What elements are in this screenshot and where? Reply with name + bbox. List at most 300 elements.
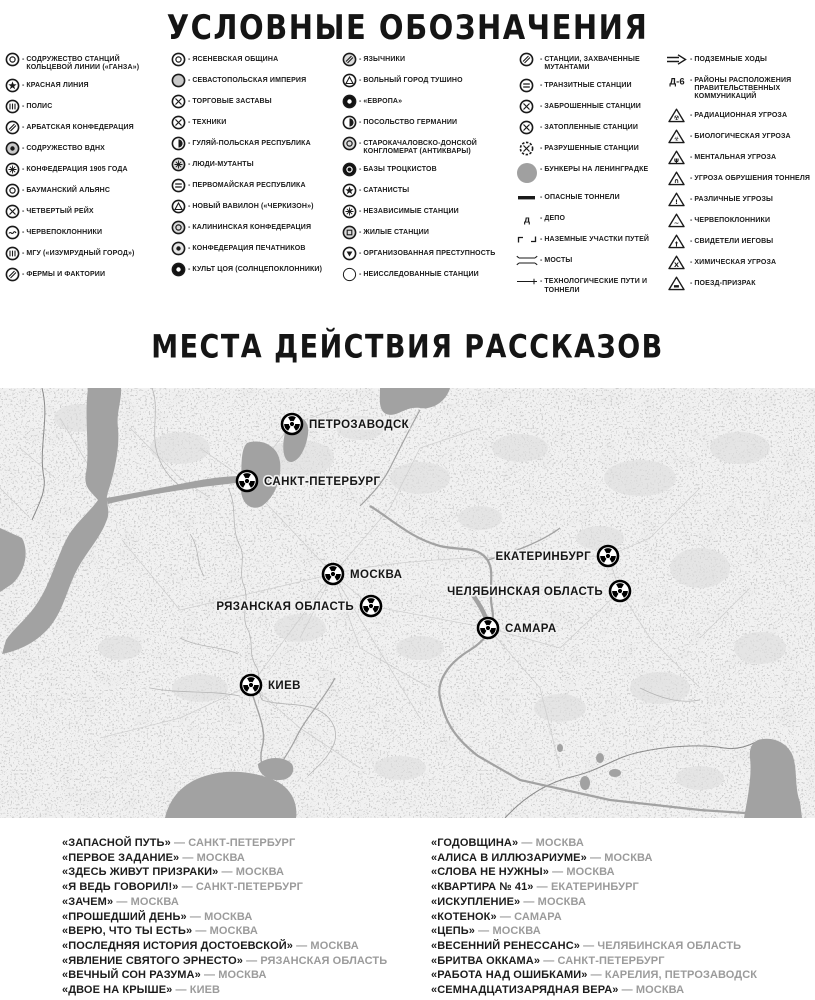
legend-dash: -: [188, 266, 191, 273]
legend-dash: -: [690, 195, 693, 203]
radiation-icon: [598, 546, 618, 566]
legend-dash: -: [359, 56, 362, 63]
kalininskaya-confederation-icon: [170, 220, 186, 235]
legend-dash: -: [359, 229, 362, 237]
story-location: — МОСКВА: [200, 969, 267, 982]
legend-item-label: МОСТЫ: [544, 257, 573, 265]
organized-crime-icon: [341, 246, 357, 261]
legend-dash: -: [690, 279, 693, 287]
story-title: «ГОДОВЩИНА»: [431, 837, 519, 849]
legend-dash: -: [359, 250, 362, 258]
legend-item-independent-stations: [341, 204, 511, 219]
svg-text:∩: ∩: [673, 176, 680, 185]
story-item: [431, 851, 757, 866]
svg-text:▬: ▬: [673, 281, 680, 290]
legend-item-transit-stations: [515, 78, 661, 93]
legend-item-starokachalovsko-donskoy-conglomerate: [341, 136, 511, 156]
city-label-petrozavodsk: ПЕТРОЗАВОДСК: [309, 419, 410, 432]
legend-item-leningradka-bunkers: [515, 162, 661, 184]
starokachalovsko-donskoy-conglomerate-icon: [341, 136, 357, 151]
map: [0, 388, 815, 818]
radiation-icon: [241, 675, 261, 695]
trade-outposts-icon: [170, 94, 186, 109]
legend-item-label: ЧЕРВЕПОКЛОННИКИ: [26, 229, 103, 237]
vdnh-commonwealth-icon: [4, 141, 20, 156]
city-label-samara: САМАРА: [505, 623, 557, 636]
story-location: — МОСКВА: [520, 895, 586, 908]
satanists-icon: [341, 183, 357, 198]
story-title: «ЗДЕСЬ ЖИВУТ ПРИЗРАКИ»: [62, 866, 219, 879]
legend-column-5: [661, 52, 811, 301]
story-location: — МОСКВА: [293, 939, 359, 952]
legend-item-mutant-people: [170, 157, 335, 172]
city-label-moscow: МОСКВА: [350, 569, 403, 582]
story-location: — МОСКВА: [186, 910, 253, 923]
legend-item-fourth-reich: [4, 204, 163, 219]
legend-dash: -: [22, 124, 25, 132]
destroyed-stations-icon: [515, 141, 538, 156]
stories-column-right: [431, 836, 757, 998]
legend-item-label: РАЗРУШЕННЫЕ СТАНЦИИ: [544, 145, 639, 153]
various-hazards-icon: [665, 192, 688, 207]
story-location: — МОСКВА: [179, 851, 245, 864]
legend-item-label: ФЕРМЫ И ФАКТОРИИ: [26, 271, 106, 279]
story-item: [431, 836, 757, 851]
story-location: — САНКТ-ПЕТЕРБУРГ: [170, 837, 296, 849]
legend-dash: -: [540, 124, 543, 132]
legend-item-label: СЕВАСТОПОЛЬСКАЯ ИМПЕРИЯ: [192, 77, 307, 84]
story-location: — МОСКВА: [475, 925, 541, 938]
legend-item-label: БИОЛОГИЧЕСКАЯ УГРОЗА: [694, 132, 791, 140]
legend-item-kalininskaya-confederation: [170, 220, 335, 235]
legend-item-tunnel-collapse-hazard: [665, 171, 811, 186]
story-title: «ПРОШЕДШИЙ ДЕНЬ»: [62, 910, 187, 923]
surface-track-sections-icon: [515, 232, 538, 247]
story-title: «БРИТВА ОККАМА»: [431, 954, 541, 967]
legend-dash: -: [188, 56, 191, 63]
unexplored-stations-icon: [341, 267, 357, 282]
story-item: [62, 924, 387, 939]
story-item: [62, 910, 387, 925]
legend-dash: -: [540, 194, 543, 202]
legend-column-1: [0, 52, 163, 301]
legend-item-tsoi-cult: [170, 262, 335, 277]
story-title: «КВАРТИРА № 41»: [431, 881, 534, 894]
bridges-icon: [515, 253, 538, 268]
story-title: «СЛОВА НЕ НУЖНЫ»: [431, 866, 549, 879]
legend-item-abandoned-stations: [515, 99, 661, 114]
pechatniki-confederation-icon: [170, 241, 186, 256]
legend-item-pagans: [341, 52, 511, 67]
legend-item-label: НЕЗАВИСИМЫЕ СТАНЦИИ: [363, 208, 459, 216]
legend-item-new-babylon-cherkizon: [170, 199, 335, 214]
legend-item-label: КОНФЕДЕРАЦИЯ 1905 ГОДА: [26, 166, 128, 174]
svg-text:Д-6: Д-6: [668, 76, 685, 88]
map-texture-speckles: [0, 388, 815, 818]
radiation-icon: [237, 471, 257, 491]
legend-item-mental-hazard: [665, 150, 811, 165]
legend-item-destroyed-stations: [515, 141, 661, 156]
legend-item-vdnh-commonwealth: [4, 141, 163, 156]
svg-text:ψ: ψ: [673, 155, 680, 164]
legend-item-radiation-hazard: [665, 108, 811, 123]
legend-dash: -: [359, 166, 362, 174]
story-title: «КОТЕНОК»: [431, 910, 497, 923]
legend-dash: -: [22, 82, 25, 90]
legend-item-label: РАЗЛИЧНЫЕ УГРОЗЫ: [694, 195, 774, 203]
story-title: «ЗАПАСНОЙ ПУТЬ»: [62, 837, 171, 849]
jehovahs-witnesses-icon: [665, 234, 688, 249]
legend-dash: -: [188, 182, 191, 189]
legend-dash: -: [690, 174, 693, 182]
legend-item-label: ГУЛЯЙ-ПОЛЬСКАЯ РЕСПУБЛИКА: [192, 140, 311, 147]
legend-dash: -: [690, 77, 693, 84]
legend-item-red-line: [4, 78, 163, 93]
legend-item-label: РАДИАЦИОННАЯ УГРОЗА: [694, 111, 788, 119]
legend-item-free-city-tushino: [341, 73, 511, 88]
legend-item-trade-outposts: [170, 94, 335, 109]
legend-item-various-hazards: [665, 192, 811, 207]
hansa-icon: [4, 52, 20, 67]
flooded-stations-icon: [515, 120, 538, 135]
legend-item-label: ЗАТОПЛЕННЫЕ СТАНЦИИ: [544, 124, 639, 132]
red-line-icon: [4, 78, 20, 93]
legend-dash: -: [188, 161, 191, 168]
government-communications-areas-icon: [665, 73, 688, 88]
legend-item-worm-worshippers-hazard: [665, 213, 811, 228]
legend-item-trotskyist-bases: [341, 162, 511, 177]
legend-item-jehovahs-witnesses: [665, 234, 811, 249]
story-title: «ДВОЕ НА КРЫШЕ»: [62, 984, 173, 997]
legend-item-organized-crime: [341, 246, 511, 261]
legend-dash: -: [690, 237, 693, 245]
legend-item-label: ДЕПО: [544, 215, 566, 223]
story-title: «ЦЕПЬ»: [431, 925, 476, 938]
story-location: — МОСКВА: [586, 851, 653, 864]
legend-item-label: ЧЕРВЕПОКЛОННИКИ: [694, 216, 771, 224]
legend-dash: -: [690, 258, 693, 266]
legend-item-label: ЗАБРОШЕННЫЕ СТАНЦИИ: [544, 103, 641, 111]
story-location: — РЯЗАНСКАЯ ОБЛАСТЬ: [242, 954, 388, 967]
story-title: «ПЕРВОЕ ЗАДАНИЕ»: [62, 851, 180, 864]
independent-stations-icon: [341, 204, 357, 219]
legend-item-label: УГРОЗА ОБРУШЕНИЯ ТОННЕЛЯ: [694, 174, 811, 182]
story-item: [431, 924, 757, 939]
legend-dash: -: [22, 229, 25, 237]
legend-item-hansa: [4, 52, 163, 72]
free-city-tushino-icon: [341, 73, 357, 88]
polis-icon: [4, 99, 20, 114]
legend-dash: -: [22, 166, 25, 174]
legend-item-gulyai-polye-republic: [170, 136, 335, 151]
legend-item-residential-stations: [341, 225, 511, 240]
legend-dash: -: [188, 140, 191, 147]
legend-item-label: ТЕХНОЛОГИЧЕСКИЕ ПУТИ И ТОННЕЛИ: [544, 278, 648, 294]
legend-item-underground-passages: [665, 52, 811, 67]
legend-dash: -: [540, 103, 543, 111]
legend-dash: -: [359, 271, 362, 279]
legend-item-label: ХИМИЧЕСКАЯ УГРОЗА: [694, 258, 777, 266]
legend-item-flooded-stations: [515, 120, 661, 135]
legend-item-label: БАЗЫ ТРОЦКИСТОВ: [363, 166, 437, 174]
confederation-1905-icon: [4, 162, 20, 177]
legend-dash: -: [22, 145, 25, 153]
worm-worshippers-hazard-icon: [665, 213, 688, 228]
farms-and-factories-icon: [4, 267, 20, 282]
legend-dash: -: [22, 250, 25, 258]
legend-item-chemical-hazard: [665, 255, 811, 270]
legend-item-unexplored-stations: [341, 267, 511, 282]
legend-item-yasenevo-community: [170, 52, 335, 67]
mental-hazard-icon: [665, 150, 688, 165]
tunnel-collapse-hazard-icon: [665, 171, 688, 186]
legend-item-label: ЖИЛЫЕ СТАНЦИИ: [363, 229, 430, 237]
legend-item-pechatniki-confederation: [170, 241, 335, 256]
story-item: [431, 954, 757, 969]
story-title: «СЕМНАДЦАТИЗАРЯДНАЯ ВЕРА»: [431, 984, 619, 997]
legend-dash: -: [359, 119, 362, 126]
mutant-people-icon: [170, 157, 186, 172]
legend-dash: -: [188, 224, 191, 231]
legend-dash: -: [690, 153, 693, 161]
legend-dash: -: [188, 245, 191, 252]
story-item: [431, 968, 757, 983]
story-location: — МОСКВА: [548, 866, 615, 879]
legend-dash: -: [540, 215, 543, 223]
technicians-icon: [170, 115, 186, 130]
story-title: «АЛИСА В ИЛЛЮЗАРИУМЕ»: [431, 851, 587, 864]
mutant-captured-stations-icon: [515, 52, 538, 67]
legend-item-surface-track-sections: [515, 232, 661, 247]
legend-dash: -: [188, 77, 191, 84]
legend-item-bridges: [515, 253, 661, 268]
story-item: [62, 983, 387, 998]
city-label-saint-petersburg: САНКТ-ПЕТЕРБУРГ: [264, 476, 381, 489]
abandoned-stations-icon: [515, 99, 538, 114]
story-location: — КАРЕЛИЯ, ПЕТРОЗАВОДСК: [587, 969, 758, 982]
legend-item-label: ЯЗЫЧНИКИ: [363, 56, 406, 63]
legend-item-label: ПЕРВОМАЙСКАЯ РЕСПУБЛИКА: [192, 182, 306, 189]
story-title: «ЯВЛЕНИЕ СВЯТОГО ЭРНЕСТО»: [62, 954, 243, 967]
legend-dash: -: [22, 208, 25, 216]
europe-icon: [341, 94, 357, 109]
legend-dash: -: [359, 187, 362, 195]
legend-item-label: РАЙОНЫ РАСПОЛОЖЕНИЯ ПРАВИТЕЛЬСТВЕННЫХ КОММУНИКАЦИЙ: [694, 77, 792, 101]
worm-worshippers-icon: [4, 225, 20, 240]
legend-item-mutant-captured-stations: [515, 52, 661, 72]
story-item: [62, 895, 387, 910]
story-location: — МОСКВА: [618, 984, 685, 997]
legend-item-label: НАЗЕМНЫЕ УЧАСТКИ ПУТЕЙ: [544, 236, 650, 244]
legend-item-bauman-alliance: [4, 183, 163, 198]
legend-dash: -: [359, 98, 362, 105]
ghost-train-icon: [665, 276, 688, 291]
legend-dash: -: [188, 119, 191, 126]
radiation-icon: [361, 596, 381, 616]
legend-item-label: ВОЛЬНЫЙ ГОРОД ТУШИНО: [363, 77, 463, 84]
story-item: [62, 954, 387, 969]
bauman-alliance-icon: [4, 183, 20, 198]
dangerous-tunnels-icon: [515, 190, 538, 205]
legend-item-label: БАУМАНСКИЙ АЛЬЯНС: [26, 187, 111, 195]
story-title: «Я ВЕДЬ ГОВОРИЛ!»: [62, 881, 179, 894]
story-item: [431, 910, 757, 925]
svg-text:☢: ☢: [673, 113, 680, 122]
legend-dash: -: [22, 56, 25, 63]
story-title: «ВЕРЮ, ЧТО ТЫ ЕСТЬ»: [62, 925, 193, 938]
legend-column-2: [163, 52, 335, 301]
legend-item-label: САТАНИСТЫ: [363, 187, 410, 195]
legend-item-technicians: [170, 115, 335, 130]
legend-item-label: ПОСОЛЬСТВО ГЕРМАНИИ: [363, 119, 458, 126]
legend-dash: -: [540, 82, 543, 90]
story-location: — МОСКВА: [518, 837, 584, 849]
underground-passages-icon: [665, 52, 688, 67]
story-item: [62, 939, 387, 954]
trotskyist-bases-icon: [341, 162, 357, 177]
radiation-icon: [478, 618, 498, 638]
legend-item-label: НОВЫЙ ВАВИЛОН («ЧЕРКИЗОН»): [192, 203, 314, 210]
legend-dash: -: [540, 166, 543, 174]
depot-icon: [515, 211, 538, 226]
legend-item-label: КОНФЕДЕРАЦИЯ ПЕЧАТНИКОВ: [192, 245, 306, 252]
legend-item-label: ПОЛИС: [26, 103, 53, 111]
legend-item-label: БУНКЕРЫ НА ЛЕНИНГРАДКЕ: [544, 166, 649, 174]
legend-dash: -: [540, 56, 543, 63]
legend-item-label: ЛЮДИ-МУТАНТЫ: [192, 161, 254, 168]
story-title: «РАБОТА НАД ОШИБКАМИ»: [431, 969, 588, 982]
tsoi-cult-icon: [170, 262, 186, 277]
svg-text:~: ~: [673, 218, 680, 227]
story-item: [62, 851, 387, 866]
story-title: «ВЕСЕННИЙ РЕНЕССАНС»: [431, 939, 580, 952]
legend-item-label: ТРАНЗИТНЫЕ СТАНЦИИ: [544, 82, 632, 90]
legend-dash: -: [188, 203, 191, 210]
legend-dash: -: [188, 98, 191, 105]
stories-column-left: [62, 836, 387, 998]
legend-item-label: КУЛЬТ ЦОЯ (СОЛНЦЕПОКЛОННИКИ): [192, 266, 323, 273]
legend-dash: -: [690, 132, 693, 140]
radiation-hazard-icon: [665, 108, 688, 123]
story-item: [62, 880, 387, 895]
legend-item-label: ОРГАНИЗОВАННАЯ ПРЕСТУПНОСТЬ: [363, 250, 496, 258]
story-item: [62, 836, 387, 851]
legend-item-label: ПОДЗЕМНЫЕ ХОДЫ: [694, 56, 767, 63]
legend-item-ghost-train: [665, 276, 811, 291]
legend-item-label: СВИДЕТЕЛИ ИЕГОВЫ: [694, 237, 774, 245]
legend-item-government-communications-areas: [665, 73, 811, 102]
city-label-chelyabinsk-oblast: ЧЕЛЯБИНСКАЯ ОБЛАСТЬ: [447, 586, 603, 599]
story-location: — ЧЕЛЯБИНСКАЯ ОБЛАСТЬ: [579, 939, 742, 952]
legend-column-3: [335, 52, 511, 301]
msu-emerald-city-icon: [4, 246, 20, 261]
arbat-confederation-icon: [4, 120, 20, 135]
map-canvas: [0, 388, 815, 818]
sevastopol-empire-icon: [170, 73, 186, 88]
legend-item-label: ЯСЕНЕВСКАЯ ОБЩИНА: [192, 56, 279, 63]
legend-dash: -: [22, 187, 25, 195]
legend-dash: -: [540, 257, 543, 265]
legend-item-satanists: [341, 183, 511, 198]
legend-dash: -: [690, 56, 693, 63]
story-location: — САМАРА: [496, 910, 562, 923]
legend-item-label: ТОРГОВЫЕ ЗАСТАВЫ: [192, 98, 272, 105]
legend-dash: -: [540, 278, 543, 286]
legend-item-label: СОДРУЖЕСТВО СТАНЦИЙ КОЛЬЦЕВОЙ ЛИНИИ («ГАНЗА»): [26, 56, 140, 72]
legend-item-german-embassy: [341, 115, 511, 130]
legend-item-label: СОДРУЖЕСТВО ВДНХ: [26, 145, 105, 153]
story-item: [431, 865, 757, 880]
legend-dash: -: [22, 271, 25, 279]
legend-item-label: МЕНТАЛЬНАЯ УГРОЗА: [694, 153, 777, 161]
story-title: «ВЕЧНЫЙ СОН РАЗУМА»: [62, 969, 201, 982]
legend-item-label: ПОЕЗД-ПРИЗРАК: [694, 279, 756, 287]
svg-text:Х: Х: [673, 260, 680, 269]
legend-item-technological-tracks-tunnels: [515, 274, 661, 294]
pervomayskaya-republic-icon: [170, 178, 186, 193]
pagans-icon: [341, 52, 357, 67]
story-title: «ЗАЧЕМ»: [62, 895, 114, 908]
legend-item-arbat-confederation: [4, 120, 163, 135]
leningradka-bunkers-icon: [515, 162, 538, 184]
svg-text:☣: ☣: [673, 134, 680, 143]
svg-text:!: !: [675, 197, 678, 206]
radiation-icon: [323, 564, 343, 584]
legend-dash: -: [690, 216, 693, 224]
radiation-icon: [610, 581, 630, 601]
story-location: — ЕКАТЕРИНБУРГ: [533, 881, 639, 894]
legend-item-label: ЧЕТВЕРТЫЙ РЕЙХ: [26, 208, 94, 216]
story-location: — КИЕВ: [172, 984, 221, 997]
legend-column-4: [511, 52, 661, 301]
map-title: МЕСТА ДЕЙСТВИЯ РАССКАЗОВ: [151, 329, 664, 366]
story-item: [62, 968, 387, 983]
legend-item-msu-emerald-city: [4, 246, 163, 261]
legend-item-pervomayskaya-republic: [170, 178, 335, 193]
legend-item-confederation-1905: [4, 162, 163, 177]
chemical-hazard-icon: [665, 255, 688, 270]
legend: [0, 52, 815, 301]
german-embassy-icon: [341, 115, 357, 130]
legend-item-farms-and-factories: [4, 267, 163, 282]
legend-item-dangerous-tunnels: [515, 190, 661, 205]
legend-dash: -: [359, 208, 362, 216]
legend-item-polis: [4, 99, 163, 114]
legend-dash: -: [359, 77, 362, 84]
legend-item-europe: [341, 94, 511, 109]
legend-dash: -: [359, 140, 362, 147]
legend-dash: -: [540, 145, 543, 153]
legend-dash: -: [690, 111, 693, 119]
story-location: — МОСКВА: [218, 866, 285, 879]
legend-item-label: «ЕВРОПА»: [363, 98, 403, 105]
legend-item-label: КАЛИНИНСКАЯ КОНФЕДЕРАЦИЯ: [192, 224, 312, 231]
legend-item-sevastopol-empire: [170, 73, 335, 88]
radiation-icon: [282, 414, 302, 434]
gulyai-polye-republic-icon: [170, 136, 186, 151]
story-location: — САНКТ-ПЕТЕРБУРГ: [178, 881, 304, 894]
legend-dash: -: [540, 236, 543, 244]
legend-item-label: ТЕХНИКИ: [192, 119, 227, 126]
legend-item-label: СТАРОКАЧАЛОВСКО-ДОНСКОЙ КОНГЛОМЕРАТ (АНТИКВАРЫ): [363, 140, 477, 156]
svg-text:д: д: [523, 214, 530, 226]
legend-item-worm-worshippers: [4, 225, 163, 240]
legend-item-label: КРАСНАЯ ЛИНИЯ: [26, 82, 89, 90]
biological-hazard-icon: [665, 129, 688, 144]
new-babylon-cherkizon-icon: [170, 199, 186, 214]
legend-item-biological-hazard: [665, 129, 811, 144]
yasenevo-community-icon: [170, 52, 186, 67]
